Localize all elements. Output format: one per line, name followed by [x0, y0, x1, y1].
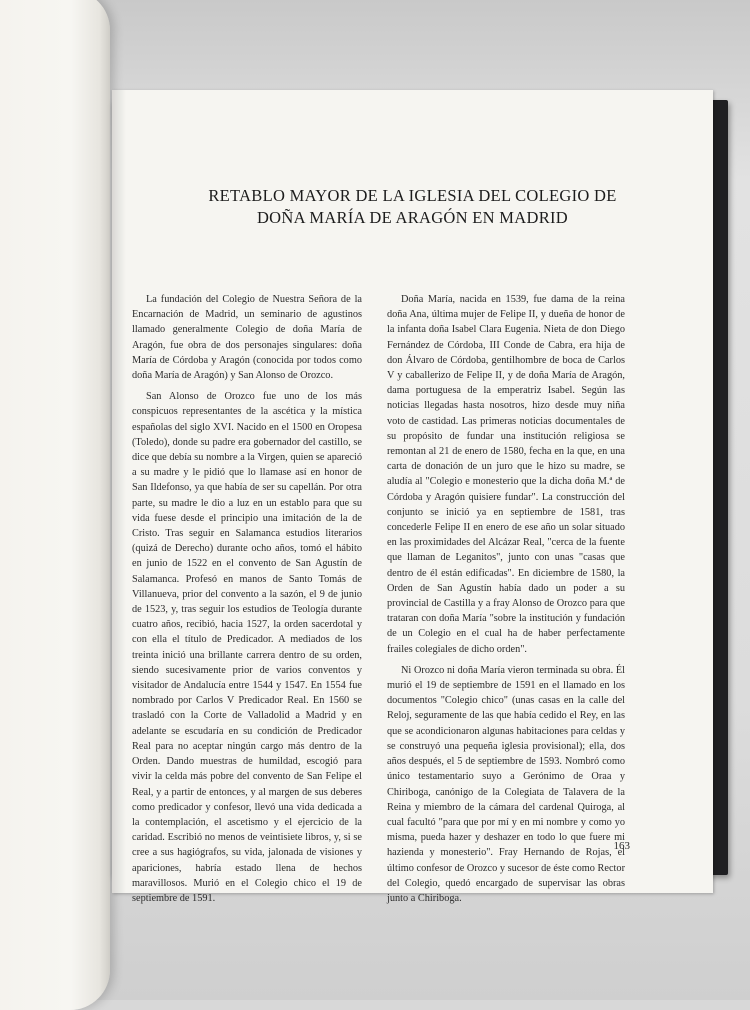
left-column	[132, 292, 362, 912]
paragraph: Doña María, nacida en 1539, fue dama de la reina doña Ana, última mujer de Felipe II, y dueña de honor de la infanta doña Isabel Clara Eugenia. Nieta de don Diego Fernández de Córdoba, III Conde de Cabra, era hija de don Álvaro de Córdoba, gentilhombre de boca de Carlos V y caballerizo de Felipe II, y de doña María de Aragón, dama portuguesa de la emperatriz Isabel. Según las noticias llegadas hasta nosotros, hizo desde muy niña voto de castidad. Las primeras noticias documentales de su propósito de fundar una institución religiosa se remontan al 21 de enero de 1580, fecha en la que, en una carta de donación de un juro que le hizo su madre, se aludía al "Colegio e monesterio que la dicha doña M.ª de Córdoba y Aragón quisiere fundar". La construcción del conjunto se inició ya en septiembre de 1581, tras concederle Felipe II en enero de ese año un solar situado en las proximidades del Alcázar Real, "cerca de la fuente que llaman de Leganitos", junto con unas "casas que dentro de él están edificadas". En diciembre de 1580, la Orden de San Agustín había dado un poder a su provincial de Castilla y a fray Alonso de Orozco para que trataran con doña María "sobre la institución y fundación de un Colegio en el cual ha de haber perfectamente frailes colegiales de dicho orden".	[387, 294, 625, 655]
facing-page-edge	[0, 0, 110, 1010]
title-line-1: RETABLO MAYOR DE LA IGLESIA DEL COLEGIO DE	[208, 186, 617, 205]
paragraph: Ni Orozco ni doña María vieron terminada su obra. Él murió el 19 de septiembre de 1591 en el llamado en los documentos "Colegio chico" (unas casas en la calle del Reloj, seguramente de las que había cedido el Rey, en las que se acondicionaron algunas habitaciones para celdas y se construyó una pequeña iglesia provisional); ella, dos años después, el 5 de septiembre de 1593. Nombró como único testamentario suyo a Gerónimo de Oraa y Chiriboga, canónigo de la Colegiata de Talavera de la Reina y miembro de la cámara del cardenal Quiroga, al cual facultó "para que por mí y en mi nombre y como yo misma, pueda hazer y deshazer en todo lo que fuere mi hazienda y monesterio". Fray Hernando de Rojas, el último confesor de Orozco y sucesor de éste como Rector del Colegio, quedó encargado de supervisar las obras junto a Chiriboga.	[387, 664, 625, 904]
page-number: 163	[613, 840, 630, 852]
paragraph: San Alonso de Orozco fue uno de los más conspicuos representantes de la ascética y la mística españolas del siglo XVI. Nacido en el 1500 en Oropesa (Toledo), donde su padre era gobernador del castillo, se dice que debía su nombre a la Virgen, quien se apareció a su madre y le pidió que lo llamase así en honor de San Ildefonso, ya que había de ser su capellán. Por otra parte, su madre le dio a luz en un establo para que su vida fuese desde el principio una imitación de la de Cristo. Tras seguir en Salamanca estudios literarios (quizá de Derecho) durante ocho años, tomó el hábito en junio de 1522 en el convento de San Agustín de Salamanca. Profesó en manos de Santo Tomás de Villanueva, prior del convento a la sazón, el 9 de junio de 1523, y, tras seguir los estudios de Teología durante cuatro años, recibió, hacia 1527, la orden sacerdotal y con ella el título de Predicador. A mediados de los treinta inició una brillante carrera dentro de su orden, siendo sucesivamente prior de varios conventos y visitador de Andalucía entre 1544 y 1547. En 1554 fue nombrado por Carlos V Predicador Real. En 1560 se trasladó con la Corte de Valladolid a Madrid y en adelante se escudaría en su condición de Predicador Real para no aceptar ningún cargo más dentro de la Orden. Dando muestras de humildad, escogió para vivir la celda más pobre del convento de San Felipe el Real, y a partir de entonces, y al margen de sus deberes como predicador y confesor, llevó una vida dedicada a la contemplación, el ascetismo y el ejercicio de la caridad. Escribió no menos de veintisiete libros, y, si se cree a sus hagiógrafos, su vida, jalonada de visiones y apariciones, habría estado llena de hechos maravillosos. Murió en el Colegio chico el 19 de septiembre de 1591.	[132, 391, 362, 904]
page-title	[112, 185, 713, 229]
title-line-2: DOÑA MARÍA DE ARAGÓN EN MADRID	[256, 208, 569, 227]
book-page	[112, 90, 713, 904]
paragraph: La fundación del Colegio de Nuestra Señora de la Encarnación de Madrid, un seminario de agustinos llamado generalmente Colegio de doña María de Aragón, fue obra de dos personajes singulares: doña María de Córdoba y Aragón (conocida por todos como doña María de Aragón) y San Alonso de Orozco.	[132, 294, 362, 382]
right-column	[387, 292, 625, 912]
